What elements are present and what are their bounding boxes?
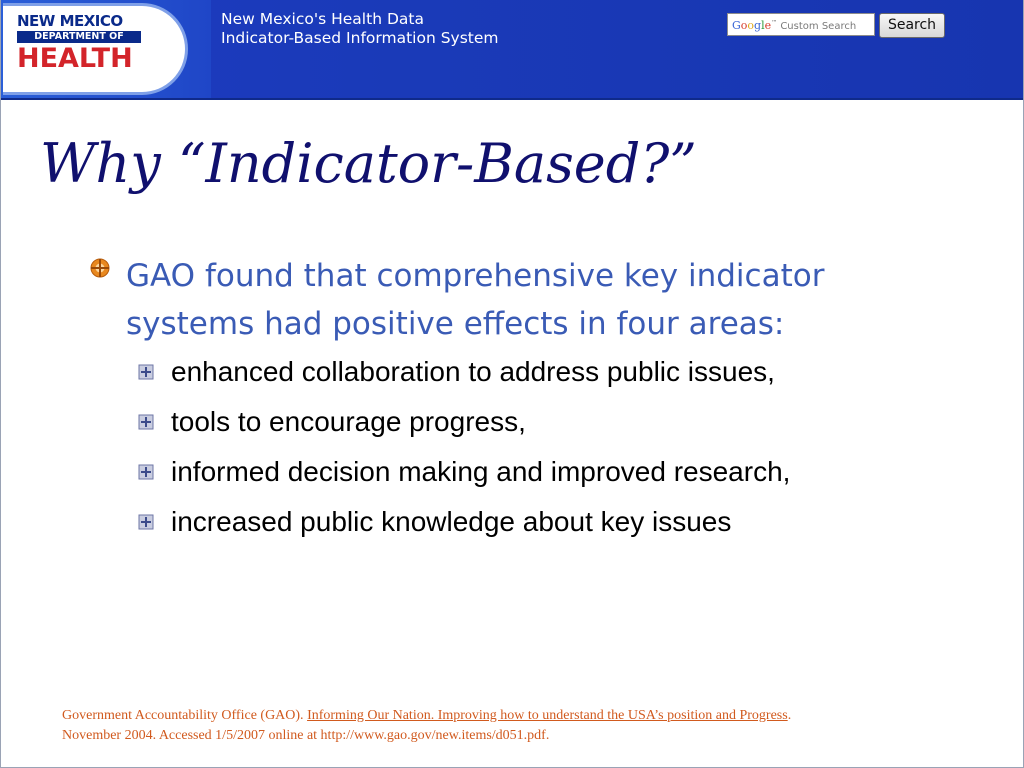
search-placeholder: Custom Search: [780, 21, 857, 32]
sub-bullet-item: [138, 500, 988, 550]
logo-line-3: HEALTH: [17, 42, 133, 74]
sub-bullet-list: [138, 350, 988, 550]
search-button[interactable]: Search: [879, 13, 945, 38]
square-bullet-icon: [138, 514, 154, 530]
system-title-line-2: Indicator-Based Information System: [221, 29, 499, 47]
main-bullet-text: GAO found that comprehensive key indicator systems had positive effects in four areas:: [126, 258, 825, 342]
logo-line-1: NEW MEXICO: [17, 12, 123, 30]
sub-bullet-text: enhanced collaboration to address public issues,: [171, 356, 775, 387]
sub-bullet-text: increased public knowledge about key issues: [171, 506, 732, 537]
nm-doh-logo[interactable]: [3, 3, 188, 95]
citation-line-2: November 2004. Accessed 1/5/2007 online at http://www.gao.gov/new.items/d051.pdf.: [62, 728, 550, 743]
header-banner: [1, 0, 1023, 100]
square-bullet-icon: [138, 414, 154, 430]
logo-line-2: DEPARTMENT OF: [17, 31, 141, 43]
citation-footer: [62, 706, 992, 746]
orange-compass-bullet-icon: [90, 258, 110, 278]
citation-prefix: Government Accountability Office (GAO).: [62, 708, 308, 723]
search-input[interactable]: Google™ Custom Search: [727, 13, 875, 36]
sub-bullet-item: [138, 450, 988, 500]
square-bullet-icon: [138, 464, 154, 480]
sub-bullet-item: [138, 400, 988, 450]
sub-bullet-text: tools to encourage progress,: [171, 406, 526, 437]
google-logo-icon: Google: [732, 19, 772, 32]
sub-bullet-item: [138, 350, 988, 400]
sub-bullet-text: informed decision making and improved research,: [171, 456, 791, 487]
system-title: [221, 10, 499, 48]
citation-period: .: [787, 708, 792, 723]
citation-link[interactable]: Informing Our Nation. Improving how to understand the USA’s position and Progress: [307, 708, 788, 723]
main-bullet: [90, 252, 930, 348]
slide-title: Why “Indicator-Based?”: [40, 132, 697, 195]
square-bullet-icon: [138, 364, 154, 380]
logo-area: [1, 0, 211, 98]
system-title-line-1: New Mexico's Health Data: [221, 10, 424, 28]
